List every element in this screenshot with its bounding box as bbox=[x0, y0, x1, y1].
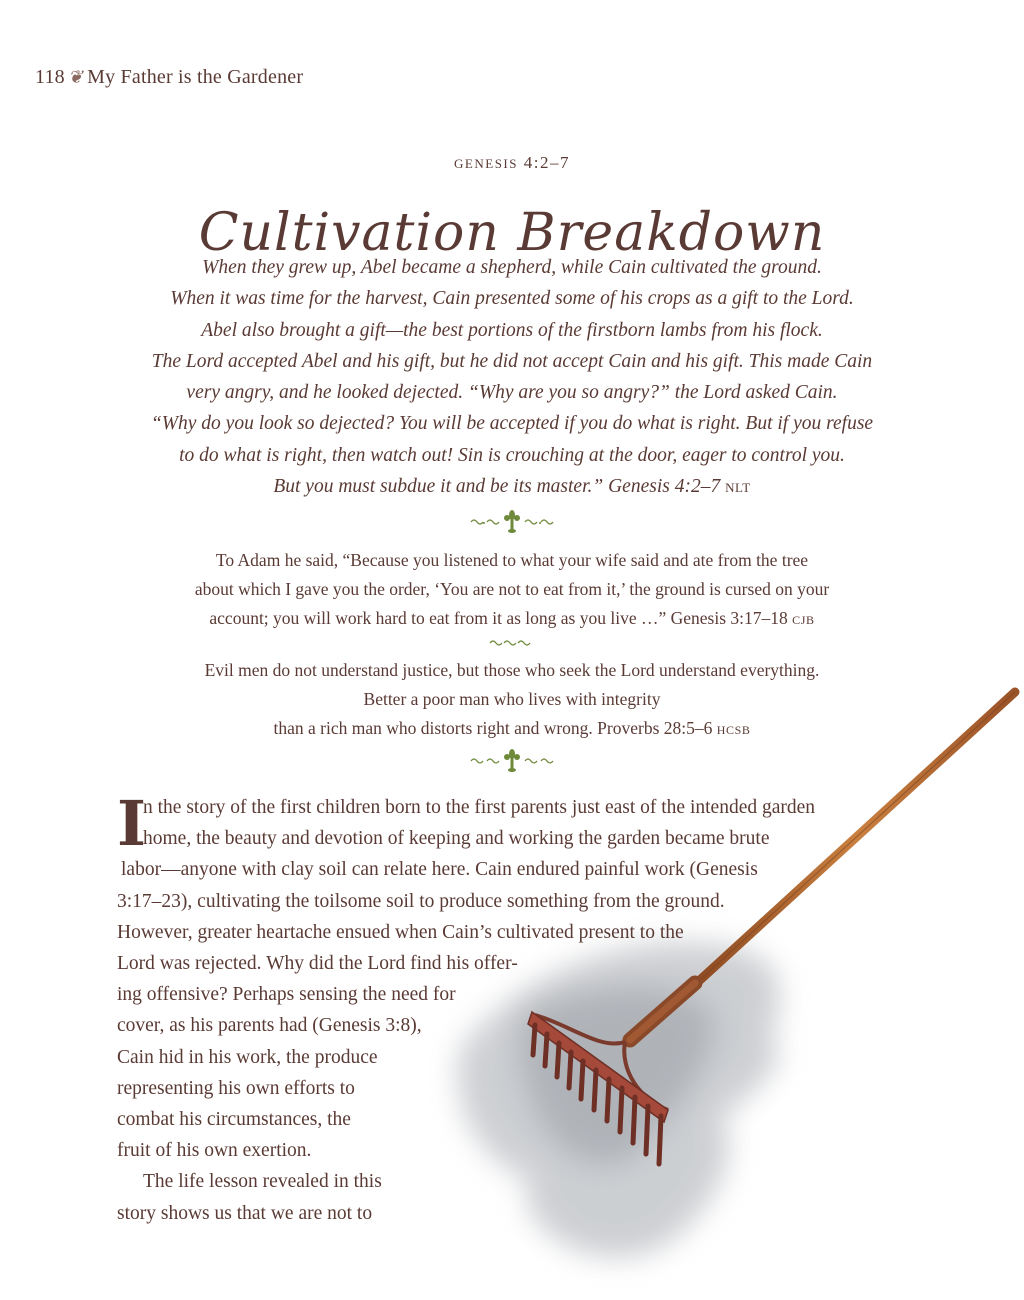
scripture-line: When it was time for the harvest, Cain presented some of his crops as a gift to the Lord. bbox=[170, 288, 854, 310]
page-title: Cultivation Breakdown bbox=[198, 202, 826, 263]
body-line: However, greater heartache ensued when Cain’s cultivated present to the bbox=[117, 921, 684, 943]
body-line: story shows us that we are not to bbox=[117, 1202, 373, 1224]
scripture-line: very angry, and he looked dejected. “Why are you so angry?” the Lord asked Cain. bbox=[186, 382, 838, 404]
body-line: combat his circumstances, the bbox=[117, 1109, 351, 1131]
body-text bbox=[117, 787, 816, 1229]
version-label: HCSB bbox=[716, 723, 751, 737]
quote-line: Evil men do not understand justice, but those who seek the Lord understand everything. bbox=[204, 660, 820, 680]
body-line: home, the beauty and devotion of keeping and working the garden became brute bbox=[143, 828, 770, 850]
scripture-line: “Why do you look so dejected? You will be accepted if you do what is right. But if you refuse bbox=[150, 413, 874, 435]
version-label: NLT bbox=[725, 480, 751, 496]
section-reference bbox=[0, 152, 1024, 174]
body-line: 3:17–23), cultivating the toilsome soil to produce something from the ground. bbox=[117, 890, 725, 912]
scripture-line: The Lord accepted Abel and his gift, but he did not accept Cain and his gift. This made Cain bbox=[151, 350, 873, 372]
body-line: ing offensive? Perhaps sensing the need for bbox=[117, 984, 456, 1006]
quote-text: than a rich man who distorts right and wrong. Proverbs 28:5–6 bbox=[273, 718, 713, 738]
body-line: representing his own efforts to bbox=[117, 1077, 355, 1099]
reference-numbers: 4:2–7 bbox=[523, 153, 570, 172]
quote-line: Better a poor man who lives with integrity bbox=[363, 689, 661, 709]
scripture-line: to do what is right, then watch out! Sin is crouching at the door, eager to control you. bbox=[179, 444, 845, 466]
body-line: cover, as his parents had (Genesis 3:8), bbox=[117, 1015, 422, 1037]
scripture-line bbox=[120, 471, 904, 503]
body-line: The life lesson revealed in this bbox=[143, 1171, 382, 1193]
reference-book: genesis bbox=[454, 152, 518, 173]
drop-cap: I bbox=[117, 787, 147, 860]
leaf-icon: ❦ bbox=[67, 67, 84, 87]
scripture-quote-genesis bbox=[120, 546, 904, 635]
scripture-text: But you must subdue it and be its master.” Genesis 4:2–7 bbox=[273, 476, 721, 498]
body-line: Cain hid in his work, the produce bbox=[117, 1046, 378, 1068]
quote-text: account; you will work hard to eat from it as long as you live …” Genesis 3:17–18 bbox=[209, 608, 788, 628]
wave-ornament-icon bbox=[0, 634, 1024, 653]
scripture-main bbox=[120, 252, 904, 503]
scripture-line: When they grew up, Abel became a shepherd, while Cain cultivated the ground. bbox=[202, 257, 822, 278]
scripture-line: Abel also brought a gift—the best portions of the firstborn lambs from his flock. bbox=[201, 319, 823, 341]
book-title: My Father is the Gardener bbox=[87, 66, 304, 88]
running-header bbox=[35, 66, 303, 89]
page-number: 118 bbox=[35, 66, 65, 88]
version-label: CJB bbox=[792, 613, 815, 627]
body-line: labor—anyone with clay soil can relate here. Cain endured painful work (Genesis bbox=[121, 859, 758, 881]
quote-line bbox=[120, 604, 904, 635]
body-line: n the story of the first children born to the first parents just east of the intended garden bbox=[143, 797, 816, 818]
quote-line: about which I gave you the order, ‘You are not to eat from it,’ the ground is cursed on your bbox=[194, 579, 830, 599]
body-line: fruit of his own exertion. bbox=[117, 1140, 312, 1162]
fleuron-ornament-icon bbox=[0, 508, 1024, 538]
quote-line: To Adam he said, “Because you listened to what your wife said and ate from the tree bbox=[215, 550, 809, 570]
body-line: Lord was rejected. Why did the Lord find his offer- bbox=[117, 953, 518, 975]
